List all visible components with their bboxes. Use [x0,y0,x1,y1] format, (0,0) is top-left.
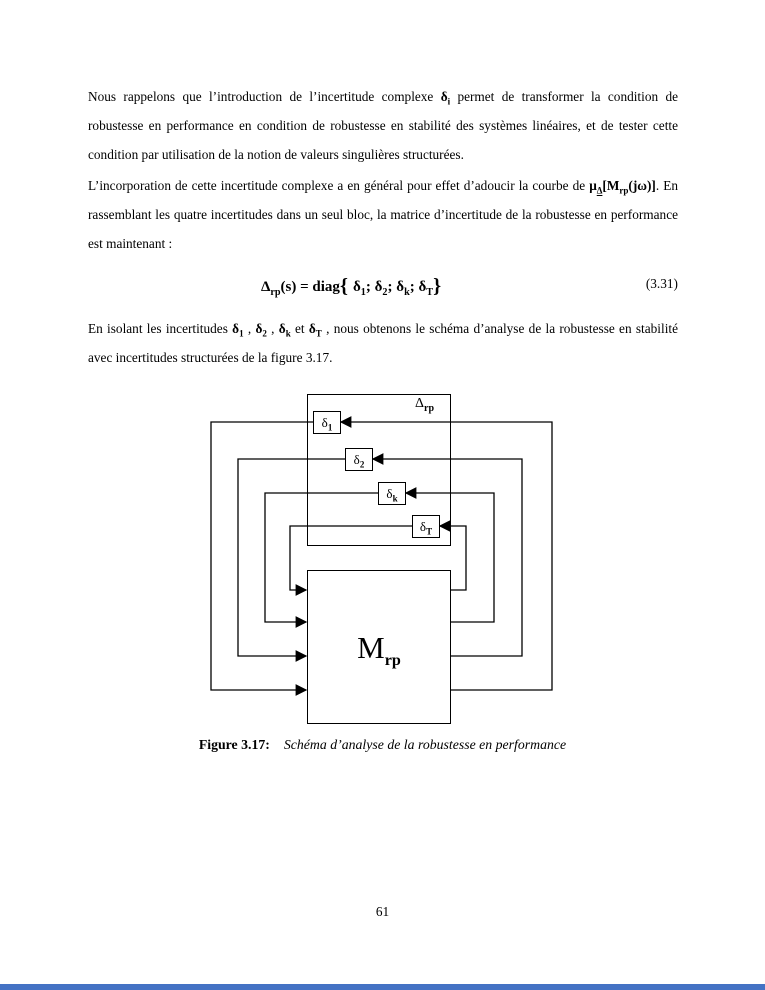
mrp-system-block [307,570,451,724]
math-delta-k: $\delta_k$ [278,321,291,339]
eq-brace-close: } [433,275,442,297]
eq-sign: = [296,279,313,295]
eq-lhs: $\Delta_{rp}(s)$ [260,279,297,298]
figure-caption [0,737,765,753]
para1-text-1: Nous rappelons que l’introduction de l’incertitude complexe [88,89,441,104]
math-delta-i: $\delta_i$ [440,89,451,107]
equation-row [88,273,678,299]
delta-1-label: $\delta_1$ [321,415,333,433]
para1-text-2: permet de transformer la condition de robustesse en performance en condition de robustesse en stabilité des systèmes linéaires, et de tester cette condition par utilisation de la notion de valeurs singulières structurées. [88,89,679,162]
eq-operator: diag [312,279,340,295]
eq-term-4: $\delta_T$ [418,279,434,298]
equation-number: (3.31) [645,276,678,291]
eq-term-3: $\delta_k$ [396,279,410,298]
delta-k-block [378,482,406,505]
math-delta-2: $\delta_2$ [255,321,267,339]
math-mu-of-mrp: $\mu_\Delta[M_{rp}(j\omega)]$ [589,178,656,196]
delta-1-block [313,411,341,434]
math-delta-1: $\delta_1$ [232,321,244,339]
para2-text-2: . En rassemblant les quatre incertitudes dans un seul bloc, la matrice d’incertitude de la robustesse en performance est maintenant : [88,178,679,251]
para3-text-1: En isolant les incertitudes [88,321,233,336]
page-number: 61 [375,904,390,919]
figure-caption-text: Schéma d’analyse de la robustesse en performance [283,737,567,752]
delta-k-label: $\delta_k$ [386,486,398,504]
delta-t-label: $\delta_T$ [419,519,433,537]
eq-term-2: $\delta_2$ [374,279,388,298]
eq-term-1: $\delta_1$ [352,279,366,298]
paragraph-intro [88,82,678,169]
figure-caption-label: Figure 3.17: [198,737,270,752]
mrp-label: $M_{rp}$ [357,629,401,669]
paragraph-incorporation [88,171,678,258]
eq-brace-open: { [339,275,353,297]
delta-t-block [412,515,440,538]
para3-text-2: , nous obtenons le schéma d’analyse de la robustesse en stabilité avec incertitudes structurées de la figure 3.17. [88,321,678,365]
paragraph-isolation: En isolant les incertitudes $\delta_1$ , $\delta_2$ , $\delta_k$ et $\delta_T$ , nous obtenons le schéma d’analyse de la robustesse en stabilité avec incertitudes structurées de la figure 3.17. [88,321,678,365]
math-delta-t: $\delta_T$ [308,321,322,339]
delta-2-label: $\delta_2$ [353,452,365,470]
uncertainty-block-label: $\Delta_{rp}$ [415,396,435,414]
para2-text-1: L’incorporation de cette incertitude complexe a en général pour effet d’adoucir la courbe de [88,178,590,193]
wire-delta1-to-m [211,422,313,690]
bottom-blue-bar [0,984,765,990]
delta-2-block [345,448,373,471]
equation-3-31: $\Delta_{rp}(s)$ = diag{ $\delta_1$; $\delta_2$; $\delta_k$; $\delta_T$} [260,275,442,298]
